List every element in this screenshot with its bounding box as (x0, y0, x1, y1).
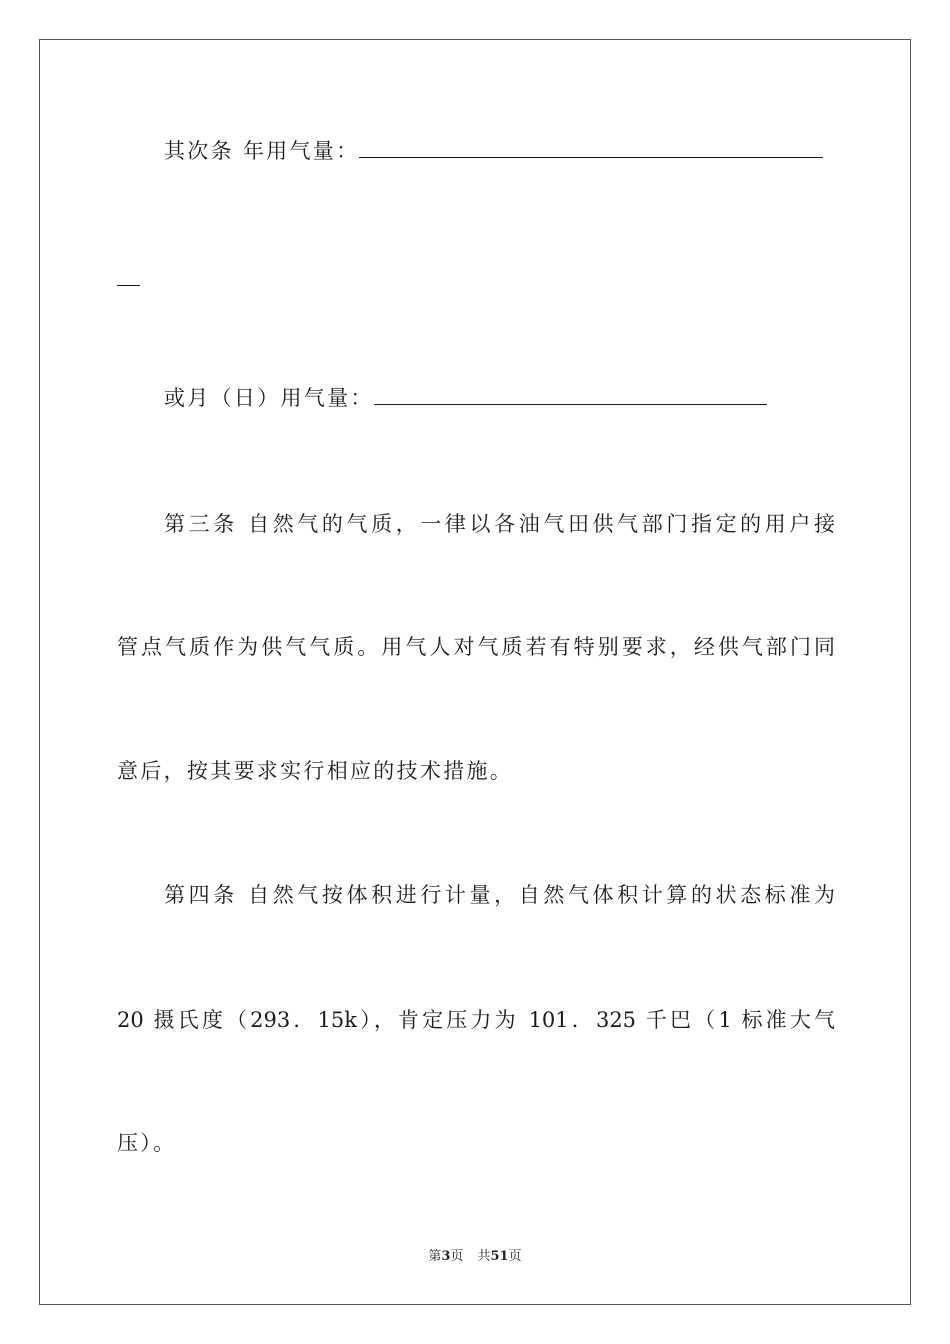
total-prefix: 共 (477, 1249, 491, 1264)
annual-gas-volume-label: 其次条 年用气量： (164, 139, 360, 163)
page-border (39, 39, 911, 1305)
monthly-gas-volume-label: 或月（日）用气量： (164, 386, 374, 410)
article-4-line-3: 压）。 (117, 1131, 177, 1155)
article-3-line-2: 管点气质作为供气气质。用气人对气质若有特别要求，经供气部门同 (117, 635, 835, 659)
annual-gas-volume-blank (359, 137, 823, 158)
annual-gas-volume-line (164, 136, 835, 166)
page-suffix: 页 (450, 1249, 464, 1264)
total-suffix: 页 (508, 1249, 522, 1264)
annual-gas-volume-blank-continued (117, 265, 140, 286)
article-3-line-3: 意后，按其要求实行相应的技术措施。 (117, 759, 514, 783)
total-page-count: 51 (490, 1249, 509, 1264)
monthly-gas-volume-blank (374, 384, 767, 405)
page-footer (0, 1245, 950, 1264)
current-page-number: 3 (441, 1249, 451, 1264)
article-4-line-1: 第四条 自然气按体积进行计量，自然气体积计算的状态标准为 (164, 883, 835, 907)
annual-gas-volume-blank-continued-line (117, 264, 835, 294)
article-4-line-2: 20 摄氏度（293．15k），肯定压力为 101．325 千巴（1 标准大气 (117, 1008, 835, 1032)
article-3-line-1: 第三条 自然气的气质，一律以各油气田供气部门指定的用户接 (164, 512, 835, 536)
monthly-gas-volume-line (164, 383, 835, 413)
page-prefix: 第 (428, 1249, 442, 1264)
